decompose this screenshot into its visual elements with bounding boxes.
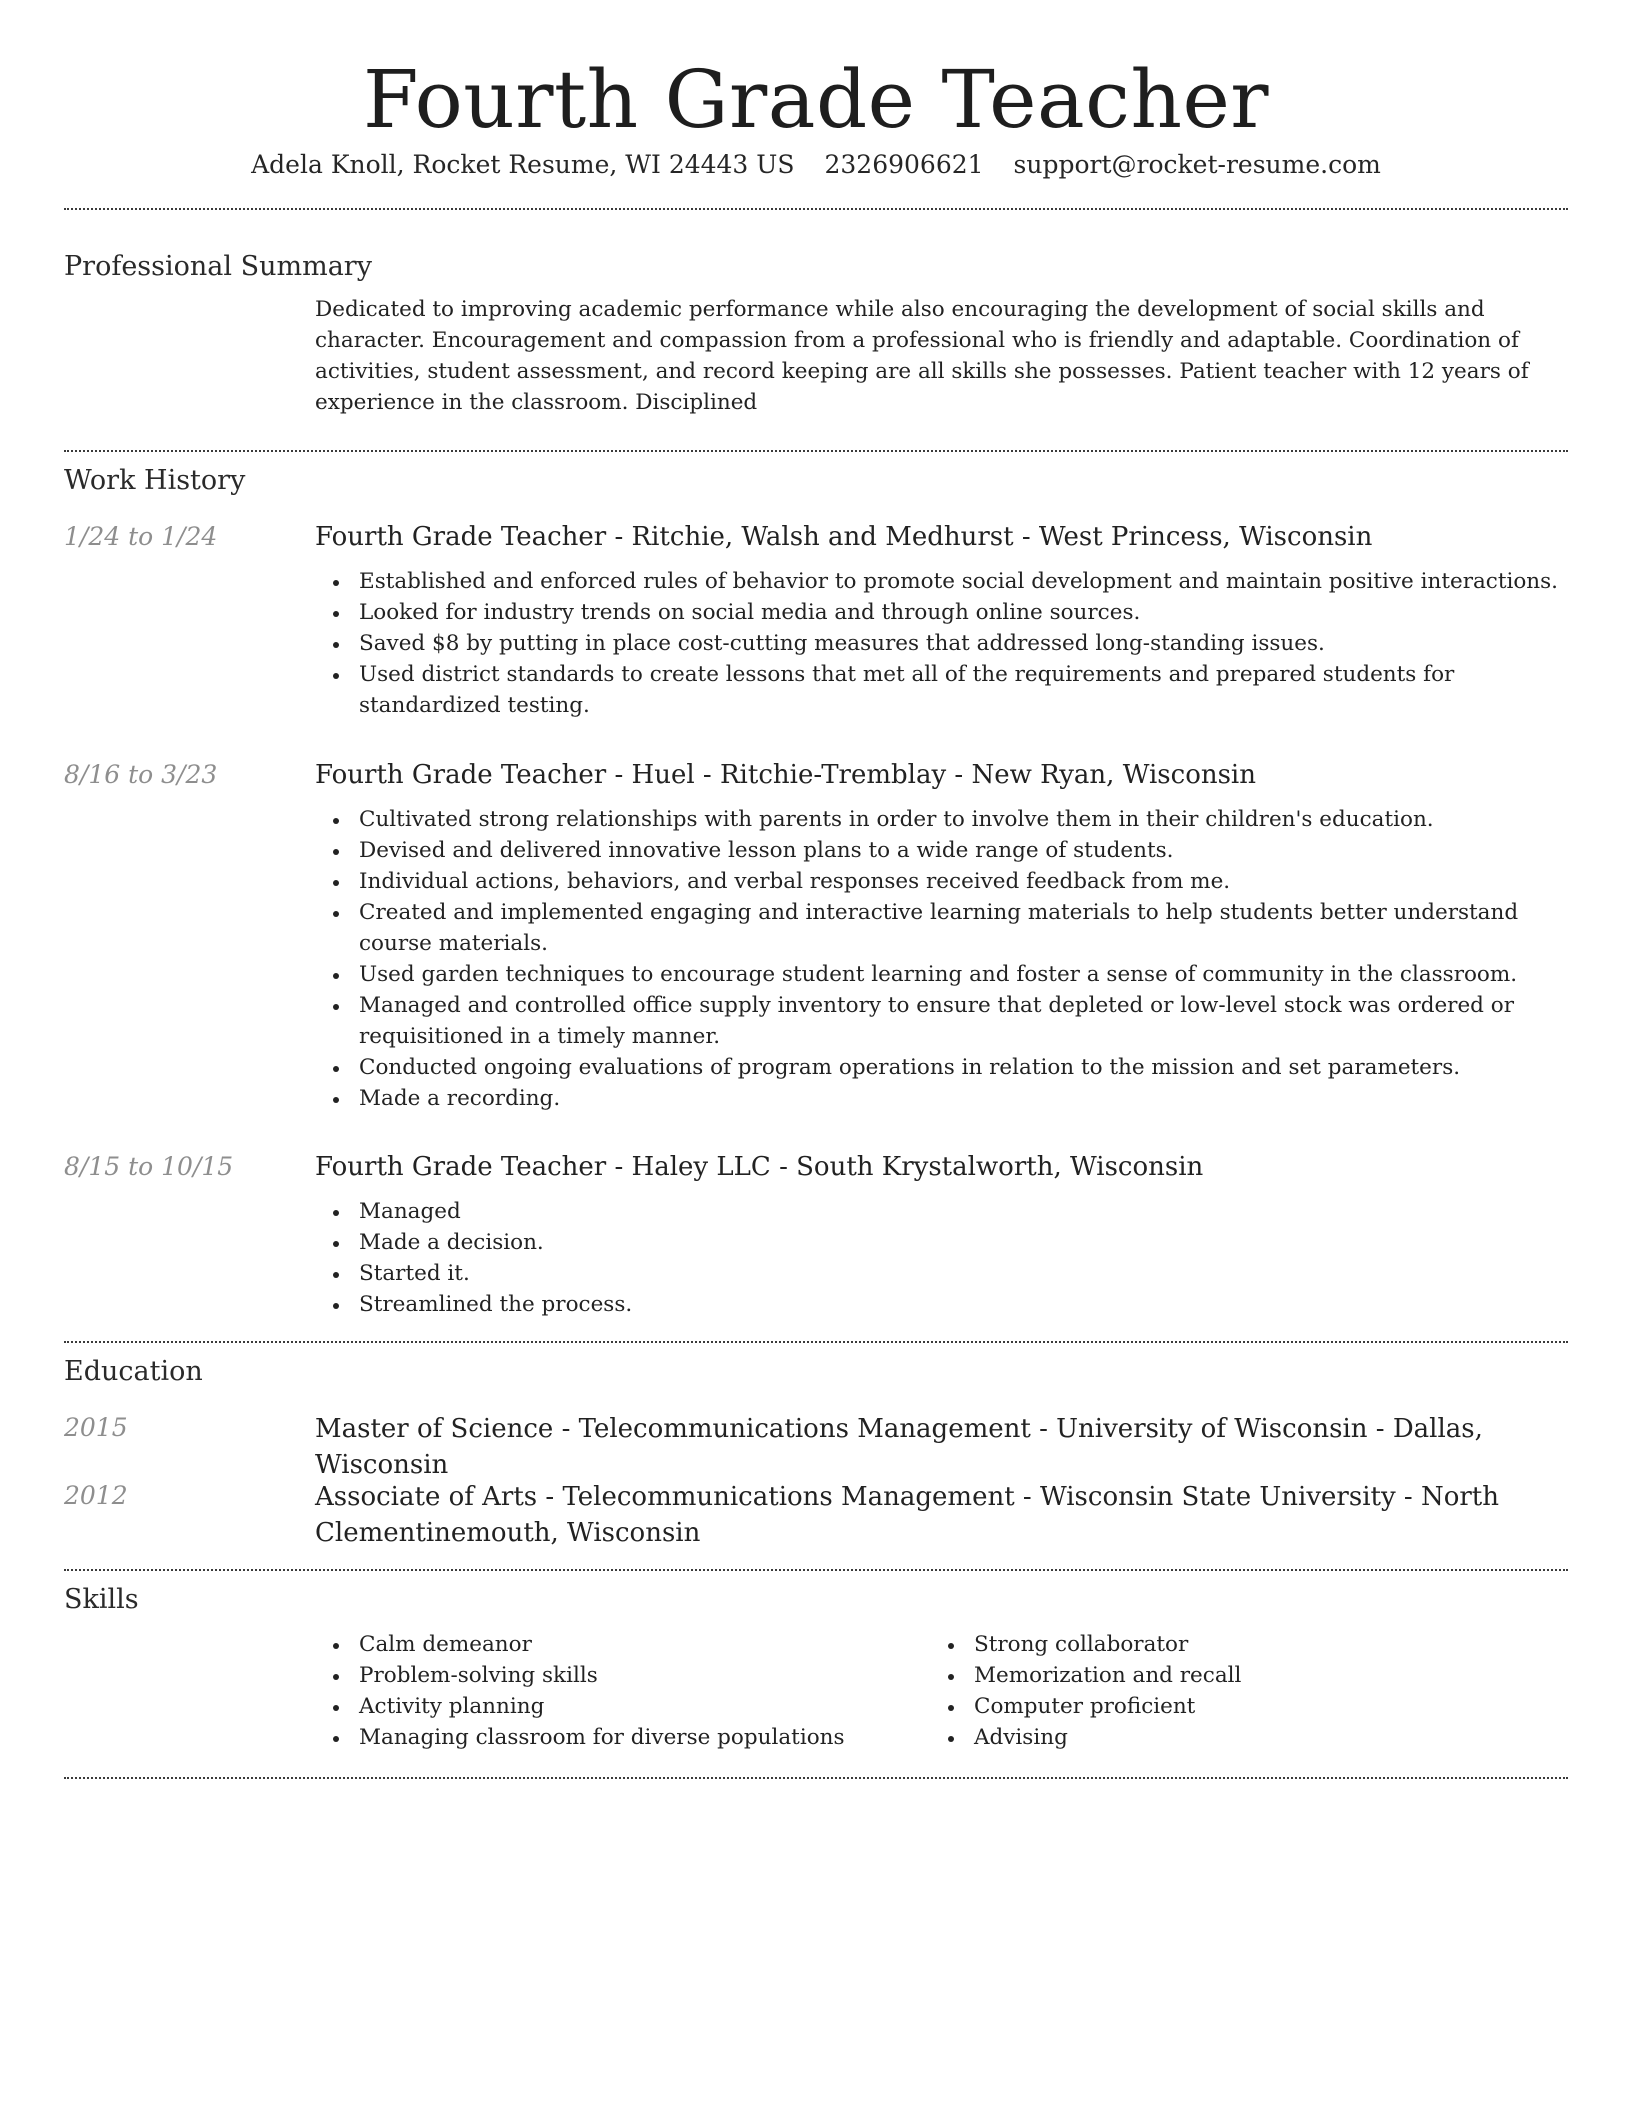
job-details [315, 520, 1568, 758]
job-entry [64, 1150, 1568, 1320]
job-details [315, 758, 1568, 1150]
summary-section [64, 210, 1568, 450]
job-heading: Fourth Grade Teacher - Huel - Ritchie-Tremblay - New Ryan, Wisconsin [315, 760, 1256, 790]
list-item: Advising [930, 1722, 1545, 1753]
list-item: Managing classroom for diverse populations [315, 1722, 930, 1753]
job-heading: Fourth Grade Teacher - Haley LLC - South Krystalworth, Wisconsin [315, 1152, 1204, 1182]
contact-phone: 2326906621 [824, 150, 984, 179]
list-item: Looked for industry trends on social media and through online sources. [315, 597, 1568, 628]
list-item: Activity planning [315, 1691, 930, 1722]
summary-row [64, 294, 1568, 418]
list-item: Conducted ongoing evaluations of program operations in relation to the mission and set parameters. [315, 1052, 1568, 1083]
job-dates: 8/15 to 10/15 [64, 1152, 234, 1181]
work-history-section [64, 452, 1568, 1341]
list-item: Devised and delivered innovative lesson plans to a wide range of students. [315, 835, 1568, 866]
skills-spacer [64, 1629, 315, 1753]
job-heading: Fourth Grade Teacher - Ritchie, Walsh and Medhurst - West Princess, Wisconsin [315, 522, 1373, 552]
job-dates: 8/16 to 3/23 [64, 760, 218, 789]
contact-email: support@rocket-resume.com [1013, 150, 1381, 179]
list-item: Used district standards to create lessons that met all of the requirements and prepared students for standardized testing. [315, 659, 1568, 721]
section-title-summary: Professional Summary [64, 251, 372, 282]
skills-section [64, 1571, 1568, 1777]
education-year: 2015 [64, 1413, 128, 1442]
education-heading: Associate of Arts - Telecommunications Management - Wisconsin State University - North Clementinemouth, Wisconsin [315, 1482, 1499, 1548]
list-item: Computer proficient [930, 1691, 1545, 1722]
education-entry [64, 1479, 1568, 1551]
section-divider [64, 1777, 1568, 1779]
education-year: 2012 [64, 1481, 128, 1510]
job-bullets [315, 804, 1568, 1114]
list-item: Created and implemented engaging and interactive learning materials to help students better understand course materials. [315, 897, 1568, 959]
contact-address: Adela Knoll, Rocket Resume, WI 24443 US [251, 150, 795, 179]
job-entry [64, 758, 1568, 1150]
list-item: Made a decision. [315, 1227, 1568, 1258]
education-section [64, 1343, 1568, 1569]
section-title-education: Education [64, 1356, 203, 1387]
list-item: Individual actions, behaviors, and verbal responses received feedback from me. [315, 866, 1568, 897]
list-item: Saved $8 by putting in place cost-cutting measures that addressed long-standing issues. [315, 628, 1568, 659]
summary-spacer [64, 294, 315, 418]
education-entry [64, 1411, 1568, 1479]
skills-row [64, 1629, 1568, 1753]
list-item: Made a recording. [315, 1083, 1568, 1114]
list-item: Calm demeanor [315, 1629, 930, 1660]
summary-text: Dedicated to improving academic performance while also encouraging the development of social skills and character. Encouragement and compassion from a professional who is friendly and adaptable. Coordination of activities, student assessment, and record keeping are all skills she possesses. Patient teacher with 12 years of experience in the classroom. Disciplined [315, 297, 1529, 415]
list-item: Streamlined the process. [315, 1289, 1568, 1320]
skills-list-left [315, 1629, 930, 1753]
job-dates: 1/24 to 1/24 [64, 522, 218, 551]
job-entry [64, 520, 1568, 758]
skills-list-right [930, 1629, 1545, 1753]
list-item: Managed and controlled office supply inventory to ensure that depleted or low-level stock was ordered or requisitioned in a timely manner. [315, 990, 1568, 1052]
list-item: Cultivated strong relationships with parents in order to involve them in their children's education. [315, 804, 1568, 835]
list-item: Memorization and recall [930, 1660, 1545, 1691]
job-details [315, 1150, 1568, 1320]
section-title-work: Work History [64, 465, 246, 496]
job-bullets [315, 566, 1568, 721]
contact-line [64, 150, 1568, 208]
list-item: Used garden techniques to encourage student learning and foster a sense of community in the classroom. [315, 959, 1568, 990]
list-item: Managed [315, 1196, 1568, 1227]
list-item: Established and enforced rules of behavior to promote social development and maintain positive interactions. [315, 566, 1568, 597]
list-item: Strong collaborator [930, 1629, 1545, 1660]
skills-columns [315, 1629, 1568, 1753]
resume-name: Fourth Grade Teacher [362, 53, 1270, 146]
list-item: Started it. [315, 1258, 1568, 1289]
section-title-skills: Skills [64, 1584, 139, 1615]
education-heading: Master of Science - Telecommunications Management - University of Wisconsin - Dallas, Wisconsin [315, 1414, 1483, 1480]
job-bullets [315, 1196, 1568, 1320]
list-item: Problem-solving skills [315, 1660, 930, 1691]
